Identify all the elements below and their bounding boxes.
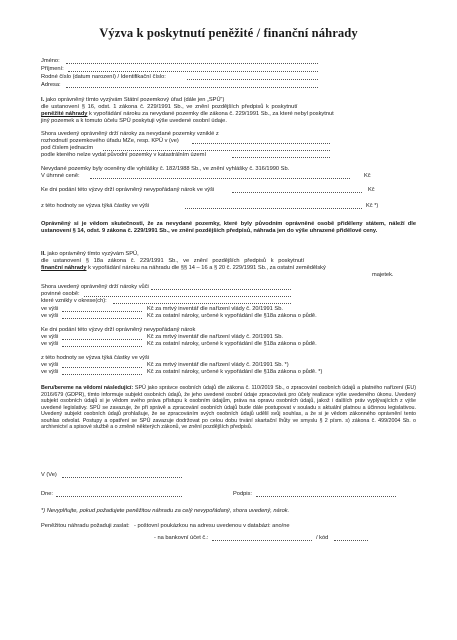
currency-note-label: Kč *) (366, 203, 379, 209)
payment-postal-option[interactable]: - poštovní poukázkou na adresu uvedenou v databázi: ano/ne (134, 523, 290, 529)
districts-label: které vznikly v okrese(ch): (41, 298, 107, 304)
reference-number-field[interactable] (103, 150, 330, 151)
dead-inventory-note-text: Kč za mrtvý inventář dle nařízení vlády č. 20/1991 Sb. *) (147, 362, 289, 368)
amount-label: ve výši (41, 334, 59, 340)
decision-authority-field[interactable] (192, 143, 330, 144)
bank-code-label: / kód (316, 535, 329, 541)
first-name-label: Jméno: (41, 58, 60, 64)
other-claims-field-3[interactable] (62, 374, 142, 375)
footnote: *) Nevyplňujte, pokud požadujete peněžitou náhradu za celý nevypořádaný, shora uvedený, nárok. (41, 508, 290, 514)
signature-label: Podpis: (233, 491, 252, 497)
claims-origin-text: Shora uvedený oprávněný drží nároky za nevydané pozemky vzniklé z (41, 131, 219, 137)
bank-account-field[interactable] (212, 540, 312, 541)
section-1-intro: I. jako oprávněný tímto vyzývám Státní pozemkový úřad (dále jen „SPÚ“) (41, 97, 225, 103)
section-1-line3: peněžité náhrady k vypořádání nároku za nevydané pozemky dle zákona č. 229/1991 Sb., za které nebyl poskytnut (41, 111, 334, 117)
currency-label: Kč (368, 187, 375, 193)
dead-inventory-field-2[interactable] (62, 339, 142, 340)
section-1-line4: jiný pozemek a k tomuto účelu SPÚ poskytuji výše uvedené osobní údaje. (41, 118, 227, 124)
payment-method-label: Peněžitou náhradu požaduji zaslat: (41, 523, 130, 529)
cadastral-area-field[interactable] (232, 157, 330, 158)
signature-field[interactable] (256, 496, 396, 497)
unsettled-claim-2-text: Ke dni podání této výzvy drží oprávněný nevypořádaný nárok (41, 327, 196, 333)
form-title: Výzva k poskytnutí peněžité / finanční náhrady (99, 26, 358, 40)
bank-code-field[interactable] (334, 540, 368, 541)
amount-label: ve výši (41, 362, 59, 368)
address-field[interactable] (66, 87, 318, 88)
last-name-field[interactable] (68, 71, 318, 72)
obliged-person-label: povinné osobě: (41, 291, 80, 297)
last-name-label: Příjmení: (41, 66, 64, 72)
decision-authority-label: rozhodnutí pozemkového úřadu MZe, resp. KPÚ v (ve) (41, 138, 179, 144)
place-label: V (Ve) (41, 472, 57, 478)
requested-amount-field[interactable] (185, 208, 362, 209)
first-name-field[interactable] (66, 63, 318, 64)
other-claims-note-text: Kč za ostatní nároky, určené k vypořádání dle §18a zákona o půdě. *) (147, 369, 323, 375)
valuation-text: Nevydané pozemky byly oceněny dle vyhlášky č. 182/1988 Sb., ve znění vyhlášky č. 316/1990 Sb. (41, 166, 290, 172)
other-claims-field-2[interactable] (62, 346, 142, 347)
reference-number-label: pod číslem jednacím (41, 145, 94, 151)
address-label: Adresa: (41, 82, 61, 88)
dead-inventory-text: Kč za mrtvý inventář dle nařízení vlády č. 20/1991 Sb. (147, 306, 283, 312)
birth-number-label: Rodné číslo (datum narození) / Identifikační číslo: (41, 74, 166, 80)
section-2-line2: dle ustanovení § 18a zákona č. 229/1991 Sb., ve znění pozdějších předpisů k poskytnutí (41, 258, 305, 264)
other-claims-text: Kč za ostatní nároky, určené k vypořádání dle §18a zákona o půdě. (147, 341, 317, 347)
currency-label: Kč (364, 173, 371, 179)
section-2-intro: II. jako oprávněný tímto vyzývám SPÚ, (41, 251, 139, 257)
amount-label: ve výši (41, 306, 59, 312)
dead-inventory-field[interactable] (62, 311, 142, 312)
total-price-field[interactable] (90, 178, 350, 179)
unsettled-claim-label: Ke dni podání této výzvy drží oprávněný nevypořádaný nárok ve výši (41, 187, 215, 193)
dead-inventory-text: Kč za mrtvý inventář dle nařízení vlády č. 20/1991 Sb. (147, 334, 283, 340)
date-label: Dne: (41, 491, 54, 497)
obliged-person-field-2[interactable] (84, 296, 291, 297)
place-field[interactable] (62, 477, 182, 478)
birth-number-field[interactable] (187, 79, 318, 80)
gdpr-notice: Beru/bereme na vědomí následující: SPÚ jako správce osobních údajů dle zákona č. 110/2019 Sb., o zpracování osobních údajů a platného nařízení (EU) 2016/679 (GDPR), tímto informuje subjekt osobních údajů, že jeho uvedené osobní údaje zpracovává pro účely realizace výše uvedeného úkonu. Uvedený subjekt osobních údajů si je vědom svého práva přístupu k osobním údajům, práva na opravu osobních údajů, jakož i dalších práv vyplývajících z výše uvedené legislativy. SPÚ se zavazuje, že při správě a zpracování osobních údajů bude dále postupovat v souladu s aktuální platnou a účinnou legislativou. Uvedený subjekt osobních údajů prohlašuje, že se zpracováním svých osobních údajů udělil svůj souhlas, a že si je vědom zákonného oprávnění tento souhlas odvolat. Postupy a opatření se SPÚ zavazuje dodržovat po celou dobu trvání skartační lhůty ve smyslu § 2 písm. s) zákona č. 499/2004 Sb. o archivnictví a spisové službě a o změně některých zákonů, ve znění pozdějších předpisů. (41, 385, 417, 431)
requested-amount-2-text: z této hodnoty se výzva týká částky ve výši (41, 355, 150, 361)
other-claims-text: Kč za ostatní nároky, určené k vypořádání dle §18a zákona o půdě. (147, 313, 317, 319)
amount-label: ve výši (41, 313, 59, 319)
unsettled-claim-field[interactable] (232, 192, 362, 193)
other-claims-field[interactable] (62, 318, 142, 319)
cadastral-area-label: podle kterého nelze vydat původní pozemky v katastrálním území (41, 152, 207, 158)
requested-amount-label: z této hodnoty se výzva týká částky ve výši (41, 203, 150, 209)
section-2-line4: majetek. (372, 272, 394, 278)
section-2-line3: finanční náhrady k vypořádání nároku na náhradu dle §§ 14 – 16 a § 20 č. 229/1991 Sb., za ostatní zemědělský (41, 265, 326, 271)
obliged-person-text: Shora uvedený oprávněný drží nároky vůči (41, 284, 149, 290)
date-field[interactable] (56, 496, 182, 497)
dead-inventory-field-3[interactable] (62, 367, 142, 368)
districts-field[interactable] (113, 303, 291, 304)
obliged-person-field[interactable] (151, 289, 291, 290)
allocation-price-note: Oprávněný si je vědom skutečnosti, že za nevydané pozemky, které byly původním oprávněné osobě přiděleny státem, náleží dle ustanovení § 14, odst. 9 zákona č. 229/1991 Sb., ve znění pozdějších předpisů, náhrada jen do výše uhrazené přidělové ceny. (41, 221, 416, 235)
payment-bank-label: - na bankovní účet č.: (154, 535, 209, 541)
total-price-label: V úhrnné ceně: (41, 173, 80, 179)
amount-label: ve výši (41, 341, 59, 347)
section-1-line2: dle ustanovení § 16, odst. 1 zákona č. 229/1991 Sb., ve znění pozdějších předpisů k poskytnutí (41, 104, 298, 110)
amount-label: ve výši (41, 369, 59, 375)
